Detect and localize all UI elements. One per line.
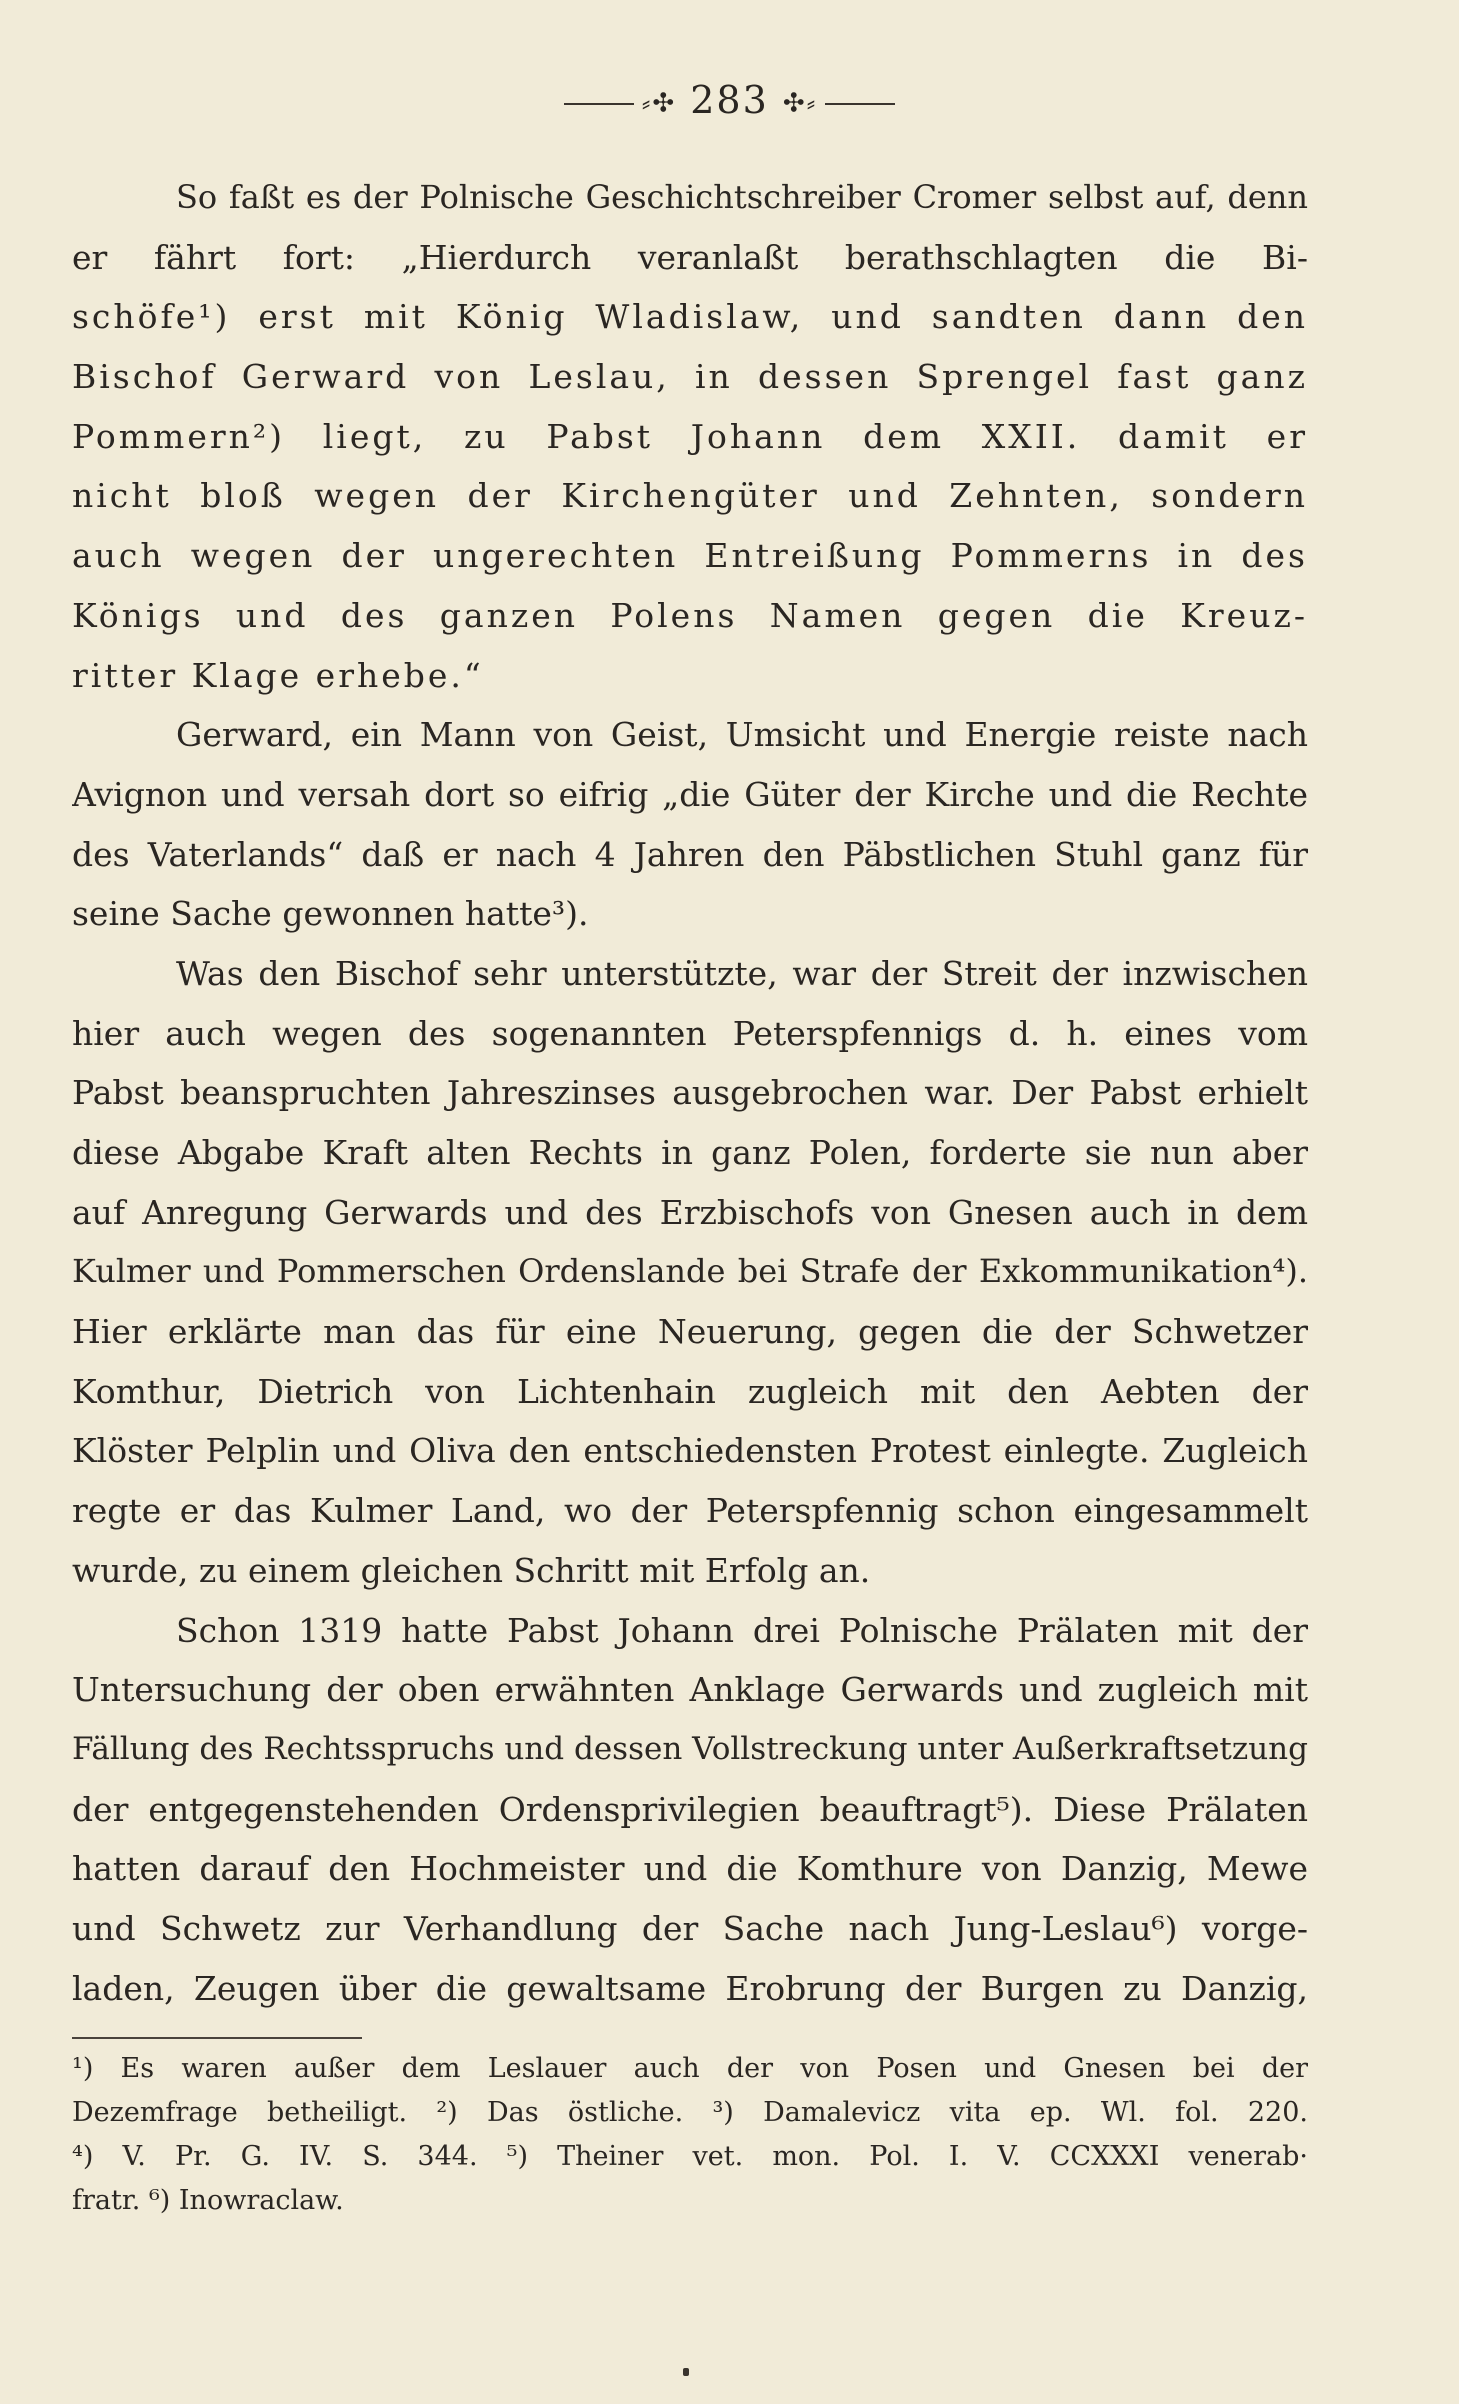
footnote-line: ¹) Es waren außer dem Leslauer auch der von Posen und Gnesen bei der: [72, 2053, 1308, 2084]
text-line: hatten darauf den Hochmeister und die Komthure von Danzig, Mewe: [72, 1849, 1308, 1889]
text-line: laden, Zeugen über die gewaltsame Erobrung der Burgen zu Danzig,: [72, 1968, 1308, 2008]
text-line: Bischof Gerward von Leslau, in dessen Sprengel fast ganz: [72, 357, 1308, 397]
text-line: diese Abgabe Kraft alten Rechts in ganz Polen, forderte sie nun aber: [72, 1133, 1308, 1172]
footnotes: [72, 2047, 1308, 2223]
footnote-line: ⁴) V. Pr. G. IV. S. 344. ⁵) Theiner vet. mon. Pol. I. V. CCXXXI venerab·: [72, 2141, 1308, 2172]
text-line: ritter Klage erhebe.“: [72, 655, 484, 695]
text-line: auch wegen der ungerechten Entreißung Pommerns in des: [72, 536, 1308, 576]
text-line: So faßt es der Polnische Geschichtschreiber Cromer selbst auf, denn: [176, 178, 1308, 216]
text-line: Pommern²) liegt, zu Pabst Johann dem XXII. damit er: [72, 416, 1308, 456]
text-line: er fährt fort: „Hierdurch veranlaßt berathschlagten die Bi-: [72, 237, 1308, 277]
printer-mark: [683, 2368, 689, 2376]
text-line: hier auch wegen des sogenannten Peterspfennigs d. h. eines vom: [72, 1013, 1308, 1053]
text-line: des Vaterlands“ daß er nach 4 Jahren den Päbstlichen Stuhl ganz für: [72, 834, 1308, 874]
header-ornament-left: ⸗✣: [641, 88, 677, 119]
text-line: Untersuchung der oben erwähnten Anklage Gerwards und zugleich mit: [72, 1670, 1308, 1710]
footnote-line: Dezemfrage betheiligt. ²) Das östliche. ³) Damalevicz vita ep. Wl. fol. 220.: [72, 2097, 1308, 2128]
header-ornament-right: ✣⸗: [782, 88, 818, 119]
text-line: Hier erklärte man das für eine Neuerung, gegen die der Schwetzer: [72, 1312, 1308, 1352]
text-line: nicht bloß wegen der Kirchengüter und Zehnten, sondern: [72, 476, 1308, 516]
page-number: 283: [690, 78, 769, 122]
footnote-rule: [72, 2037, 362, 2039]
text-line: regte er das Kulmer Land, wo der Peterspfennig schon eingesammelt: [72, 1491, 1308, 1531]
main-text: [72, 168, 1308, 2018]
text-line: Gerward, ein Mann von Geist, Umsicht und Energie reiste nach: [176, 715, 1308, 755]
text-line: Königs und des ganzen Polens Namen gegen die Kreuz-: [72, 595, 1308, 635]
header-rule-right: [825, 103, 895, 105]
text-line: Was den Bischof sehr unterstützte, war der Streit der inzwischen: [176, 953, 1308, 993]
text-line: der entgegenstehenden Ordensprivilegien beauftragt⁵). Diese Prälaten: [72, 1789, 1308, 1829]
text-line: seine Sache gewonnen hatte³).: [72, 894, 589, 934]
text-line: Fällung des Rechtsspruchs und dessen Vollstreckung unter Außerkraftsetzung: [72, 1730, 1308, 1767]
text-line: Kulmer und Pommerschen Ordenslande bei Strafe der Exkommunikation⁴).: [72, 1252, 1308, 1291]
text-line: schöfe¹) erst mit König Wladislaw, und sandten dann den: [72, 297, 1308, 337]
header-rule-left: [564, 103, 634, 105]
page-header: [0, 78, 1459, 122]
text-line: auf Anregung Gerwards und des Erzbischofs von Gnesen auch in dem: [72, 1192, 1308, 1232]
text-line: Pabst beanspruchten Jahreszinses ausgebrochen war. Der Pabst erhielt: [72, 1073, 1308, 1113]
text-line: Klöster Pelplin und Oliva den entschiedensten Protest einlegte. Zugleich: [72, 1431, 1308, 1471]
text-line: Avignon und versah dort so eifrig „die Güter der Kirche und die Rechte: [72, 774, 1308, 814]
footnote-line: fratr. ⁶) Inowraclaw.: [72, 2185, 344, 2216]
text-line: Schon 1319 hatte Pabst Johann drei Polnische Prälaten mit der: [176, 1610, 1308, 1650]
text-line: Komthur, Dietrich von Lichtenhain zugleich mit den Aebten der: [72, 1371, 1308, 1411]
text-line: wurde, zu einem gleichen Schritt mit Erfolg an.: [72, 1550, 871, 1590]
text-line: und Schwetz zur Verhandlung der Sache nach Jung-Leslau⁶) vorge-: [72, 1908, 1308, 1948]
